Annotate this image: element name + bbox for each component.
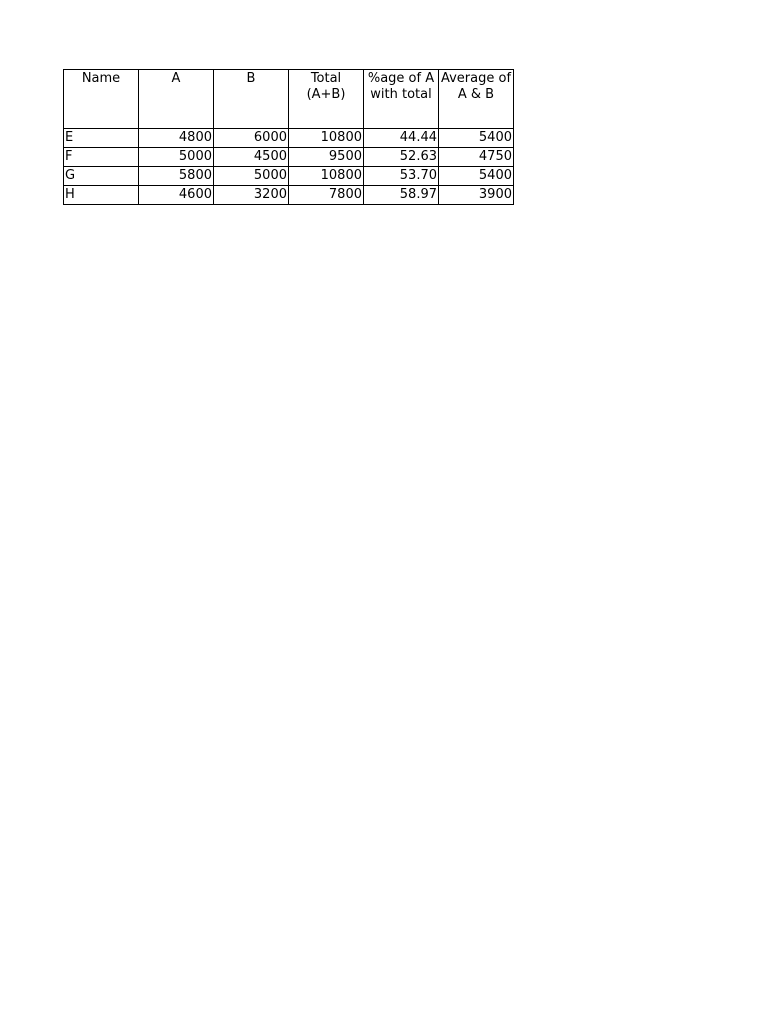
cell-average: 4750: [439, 148, 514, 167]
header-cell-total: Total (A+B): [289, 70, 364, 129]
cell-name: F: [64, 148, 139, 167]
cell-average: 3900: [439, 186, 514, 205]
header-cell-percentage: %age of A with total: [364, 70, 439, 129]
header-row: [64, 70, 514, 129]
data-table: [63, 69, 514, 205]
header-cell-name: Name: [64, 70, 139, 129]
header-cell-b: B: [214, 70, 289, 129]
table-row: [64, 148, 514, 167]
cell-a: 5800: [139, 167, 214, 186]
cell-b: 5000: [214, 167, 289, 186]
cell-percentage: 53.70: [364, 167, 439, 186]
cell-total: 10800: [289, 129, 364, 148]
cell-total: 7800: [289, 186, 364, 205]
cell-percentage: 58.97: [364, 186, 439, 205]
table-row: [64, 129, 514, 148]
cell-name: H: [64, 186, 139, 205]
table-row: [64, 167, 514, 186]
cell-a: 4800: [139, 129, 214, 148]
header-cell-a: A: [139, 70, 214, 129]
cell-average: 5400: [439, 167, 514, 186]
cell-average: 5400: [439, 129, 514, 148]
cell-percentage: 44.44: [364, 129, 439, 148]
cell-name: G: [64, 167, 139, 186]
cell-name: E: [64, 129, 139, 148]
table-row: [64, 186, 514, 205]
cell-b: 3200: [214, 186, 289, 205]
header-cell-average: Average of A & B: [439, 70, 514, 129]
cell-total: 9500: [289, 148, 364, 167]
cell-total: 10800: [289, 167, 364, 186]
cell-a: 5000: [139, 148, 214, 167]
cell-b: 4500: [214, 148, 289, 167]
cell-b: 6000: [214, 129, 289, 148]
cell-percentage: 52.63: [364, 148, 439, 167]
cell-a: 4600: [139, 186, 214, 205]
